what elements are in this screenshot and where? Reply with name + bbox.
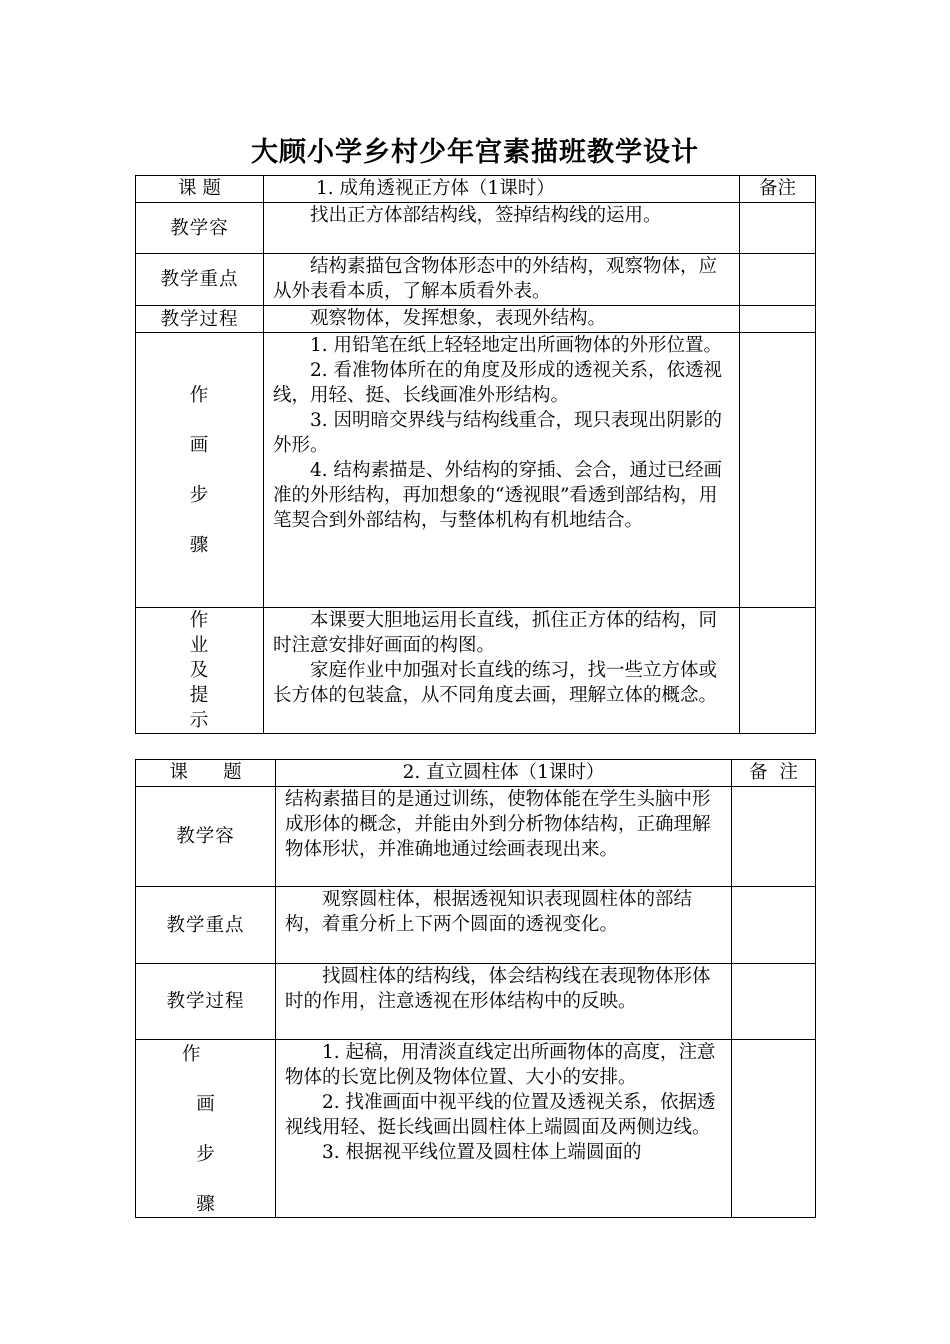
- steps-label-char: 作: [182, 1044, 201, 1065]
- steps-label-char: 步: [189, 484, 210, 506]
- lesson-2-remark-header: 备 注: [732, 760, 816, 787]
- lesson-2-process-label: 教学过程: [136, 964, 276, 1040]
- lesson-2-remark-cell: [732, 1040, 816, 1218]
- lesson-2-key-cell: [276, 887, 732, 964]
- lesson-2-remark-cell: [732, 964, 816, 1040]
- steps-label-char: 骤: [189, 534, 210, 556]
- step-item: 2. 看准物体所在的角度及形成的透视关系，依透视线，用轻、挺、长线画准外形结构。: [273, 360, 723, 406]
- lesson-2-content-label: 教学容: [136, 787, 276, 887]
- step-item: 1. 用铅笔在纸上轻轻地定出所画物体的外形位置。: [310, 335, 723, 356]
- lesson-2-table: [135, 759, 816, 1218]
- lesson-2-remark-cell: [732, 887, 816, 964]
- step-item: 3. 根据视平线位置及圆柱体上端圆面的: [322, 1142, 642, 1163]
- homework-label-char: 示: [189, 710, 210, 731]
- lesson-1-homework-label: [136, 608, 264, 734]
- lesson-1-remark-cell: [740, 333, 816, 608]
- lesson-1-key: 结构素描包含物体形态中的外结构，观察物体，应从外表看本质，了解本质看外表。: [273, 256, 718, 302]
- step-item: 2. 找准画面中视平线的位置及透视关系，依据透视线用轻、挺长线画出圆柱体上端圆面及两侧边线。: [285, 1092, 716, 1138]
- lesson-1-remark-header: 备注: [740, 176, 816, 203]
- steps-label-char: 画: [189, 434, 210, 456]
- lesson-1-table: [135, 175, 816, 734]
- lesson-1-remark-cell: [740, 254, 816, 306]
- lesson-2-steps-label: [136, 1040, 276, 1218]
- homework-label-char: 及: [189, 660, 210, 681]
- homework-item: 本课要大胆地运用长直线，抓住正方体的结构，同时注意安排好画面的构图。: [273, 610, 718, 656]
- steps-label-char: 步: [196, 1144, 215, 1165]
- lesson-1-steps-cell: [264, 333, 740, 608]
- lesson-1-steps-label: [136, 333, 264, 608]
- lesson-1-key-cell: [264, 254, 740, 306]
- steps-label-char: 画: [196, 1094, 215, 1115]
- steps-label-char: 作: [189, 384, 210, 406]
- lesson-1-homework-cell: [264, 608, 740, 734]
- lesson-2-remark-cell: [732, 787, 816, 887]
- lesson-2-content: 结构素描目的是通过训练，使物体能在学生头脑中形成形体的概念，并能由外到分析物体结构，正确理解物体形状，并准确地通过绘画表现出来。: [285, 789, 711, 860]
- page-title: 大顾小学乡村少年宫素描班教学设计: [251, 137, 699, 168]
- homework-item: 家庭作业中加强对长直线的练习，找一些立方体或长方体的包装盒，从不同角度去画，理解立体的概念。: [273, 660, 718, 706]
- homework-label-char: 提: [189, 685, 210, 706]
- homework-label-char: 作: [189, 610, 210, 631]
- lesson-2-topic: 2. 直立圆柱体（1课时）: [276, 760, 732, 787]
- step-item: 3. 因明暗交界线与结构线重合，现只表现出阴影的外形。: [273, 410, 723, 456]
- lesson-2-content-cell: [276, 787, 732, 887]
- step-item: 4. 结构素描是、外结构的穿插、会合，通过已经画准的外形结构，再加想象的“透视眼”看透到部结构，用笔契合到外部结构，与整体机构有机地结合。: [273, 460, 723, 531]
- step-item: 1. 起稿，用清淡直线定出所画物体的高度，注意物体的长宽比例及物体位置、大小的安排。: [285, 1042, 716, 1088]
- lesson-1-remark-cell: [740, 203, 816, 254]
- lesson-2-key: 观察圆柱体，根据透视知识表现圆柱体的部结构，着重分析上下两个圆面的透视变化。: [285, 889, 693, 935]
- lesson-1-key-label: 教学重点: [136, 254, 264, 306]
- lesson-1-remark-cell: [740, 306, 816, 333]
- lesson-2-process: 找圆柱体的结构线，体会结构线在表现物体形体时的作用，注意透视在形体结构中的反映。: [285, 966, 711, 1012]
- lesson-1-process-label: 教学过程: [136, 306, 264, 333]
- lesson-1-process: 观察物体，发挥想象，表现外结构。: [310, 308, 607, 329]
- lesson-2-steps-cell: [276, 1040, 732, 1218]
- lesson-1-label-cell: 课 题: [136, 176, 264, 203]
- lesson-1-topic: 1. 成角透视正方体（1课时）: [264, 176, 740, 203]
- lesson-1-remark-cell: [740, 608, 816, 734]
- lesson-1-content-label: 教学容: [136, 203, 264, 254]
- lesson-2-label-cell: 课 题: [136, 760, 276, 787]
- homework-label-char: 业: [189, 635, 210, 656]
- lesson-2-process-cell: [276, 964, 732, 1040]
- steps-label-char: 骤: [196, 1194, 215, 1215]
- lesson-2-key-label: 教学重点: [136, 887, 276, 964]
- lesson-1-content-cell: [264, 203, 740, 254]
- lesson-1-content: 找出正方体部结构线，签掉结构线的运用。: [310, 205, 662, 226]
- lesson-1-process-cell: [264, 306, 740, 333]
